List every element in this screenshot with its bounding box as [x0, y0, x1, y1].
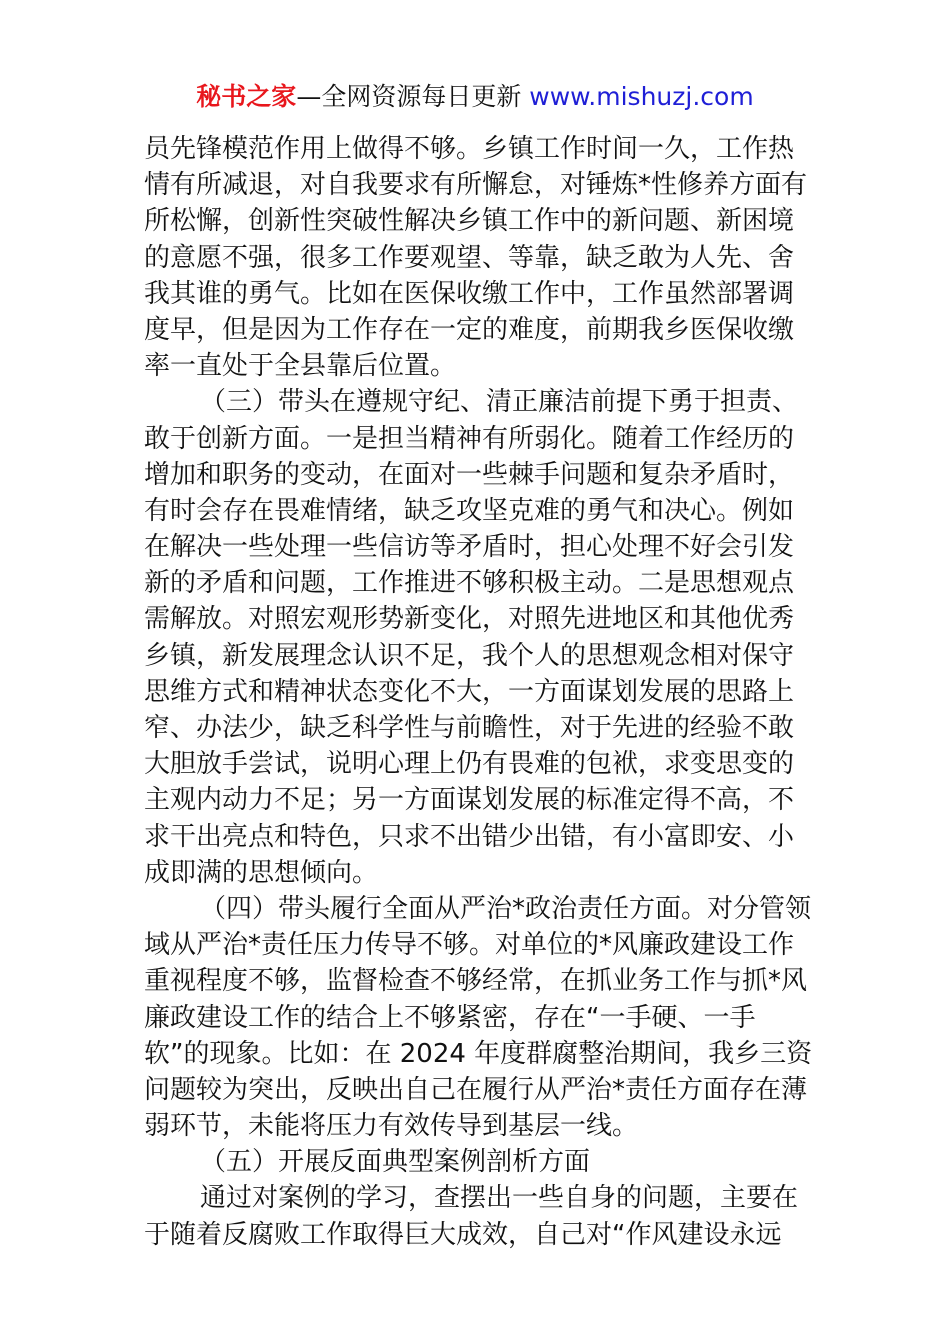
text-line: 求干出亮点和特色，只求不出错少出错，有小富即安、小 [144, 821, 795, 852]
text-line: 度早，但是因为工作存在一定的难度，前期我乡医保收缴 [144, 314, 795, 345]
text-line: 窄、办法少，缺乏科学性与前瞻性，对于先进的经验不敢 [144, 713, 795, 743]
section-heading-3: （三）带头在遵规守纪、清正廉洁前提下勇于担责、 [200, 387, 799, 418]
text-line: 大胆放手尝试，说明心理上仍有畏难的包袱，求变思变的 [144, 749, 795, 780]
text-line: 域从严治*责任压力传导不够。对单位的*风廉政建设工作 [144, 930, 795, 961]
text-line: 敢于创新方面。一是担当精神有所弱化。随着工作经历的 [144, 423, 795, 454]
section-heading-5: （五）开展反面典型案例剖析方面 [200, 1147, 591, 1178]
text-line: 主观内动力不足；另一方面谋划发展的标准定得不高，不 [144, 785, 795, 816]
text-line: 在解决一些处理一些信访等矛盾时，担心处理不好会引发 [144, 532, 795, 563]
text-line: 率一直处于全县靠后位置。 [144, 351, 457, 382]
text-line: 需解放。对照宏观形势新变化，对照先进地区和其他优秀 [144, 604, 795, 635]
text-line: 思维方式和精神状态变化不大，一方面谋划发展的思路上 [144, 676, 795, 707]
text-line: 廉政建设工作的结合上不够紧密，存在“一手硬、一手 [144, 1002, 756, 1033]
text-line: 于随着反腐败工作取得巨大成效，自己对“作风建设永远 [144, 1219, 782, 1250]
site-url-link[interactable]: www.mishuzj.com [529, 82, 754, 111]
text-line: 员先锋模范作用上做得不够。乡镇工作时间一久，工作热 [144, 134, 795, 164]
text-line: 有时会存在畏难情绪，缺乏攻坚克难的勇气和决心。例如 [144, 495, 795, 526]
text-line: 乡镇，新发展理念认识不足，我个人的思想观念相对保守 [144, 640, 795, 671]
site-brand: 秘书之家 [196, 82, 297, 111]
text-line: 增加和职务的变动，在面对一些棘手问题和复杂矛盾时， [144, 459, 795, 490]
text-line: 问题较为突出，反映出自己在履行从严治*责任方面存在薄 [144, 1074, 808, 1105]
text-line: 重视程度不够，监督检查不够经常，在抓业务工作与抓*风 [144, 966, 808, 997]
text-line: 所松懈，创新性突破性解决乡镇工作中的新问题、新困境 [144, 206, 795, 237]
text-line: 情有所减退，对自我要求有所懈怠，对锤炼*性修养方面有 [144, 170, 808, 201]
site-tagline: —全网资源每日更新 [296, 82, 530, 111]
text-line: 通过对案例的学习，查摆出一些自身的问题，主要在 [200, 1183, 799, 1214]
site-header [0, 80, 950, 114]
text-line: 成即满的思想倾向。 [144, 857, 379, 888]
text-line: 软”的现象。比如：在 2024 年度群腐整治期间，我乡三资 [144, 1038, 813, 1069]
text-line: 弱环节，未能将压力有效传导到基层一线。 [144, 1111, 639, 1142]
text-line: 新的矛盾和问题，工作推进不够积极主动。二是思想观点 [144, 568, 795, 599]
document-body [144, 131, 813, 1253]
text-line: 我其谁的勇气。比如在医保收缴工作中，工作虽然部署调 [144, 278, 795, 309]
section-heading-4: （四）带头履行全面从严治*政治责任方面。对分管领 [200, 893, 812, 924]
text-line: 的意愿不强，很多工作要观望、等靠，缺乏敢为人先、舍 [144, 242, 795, 273]
